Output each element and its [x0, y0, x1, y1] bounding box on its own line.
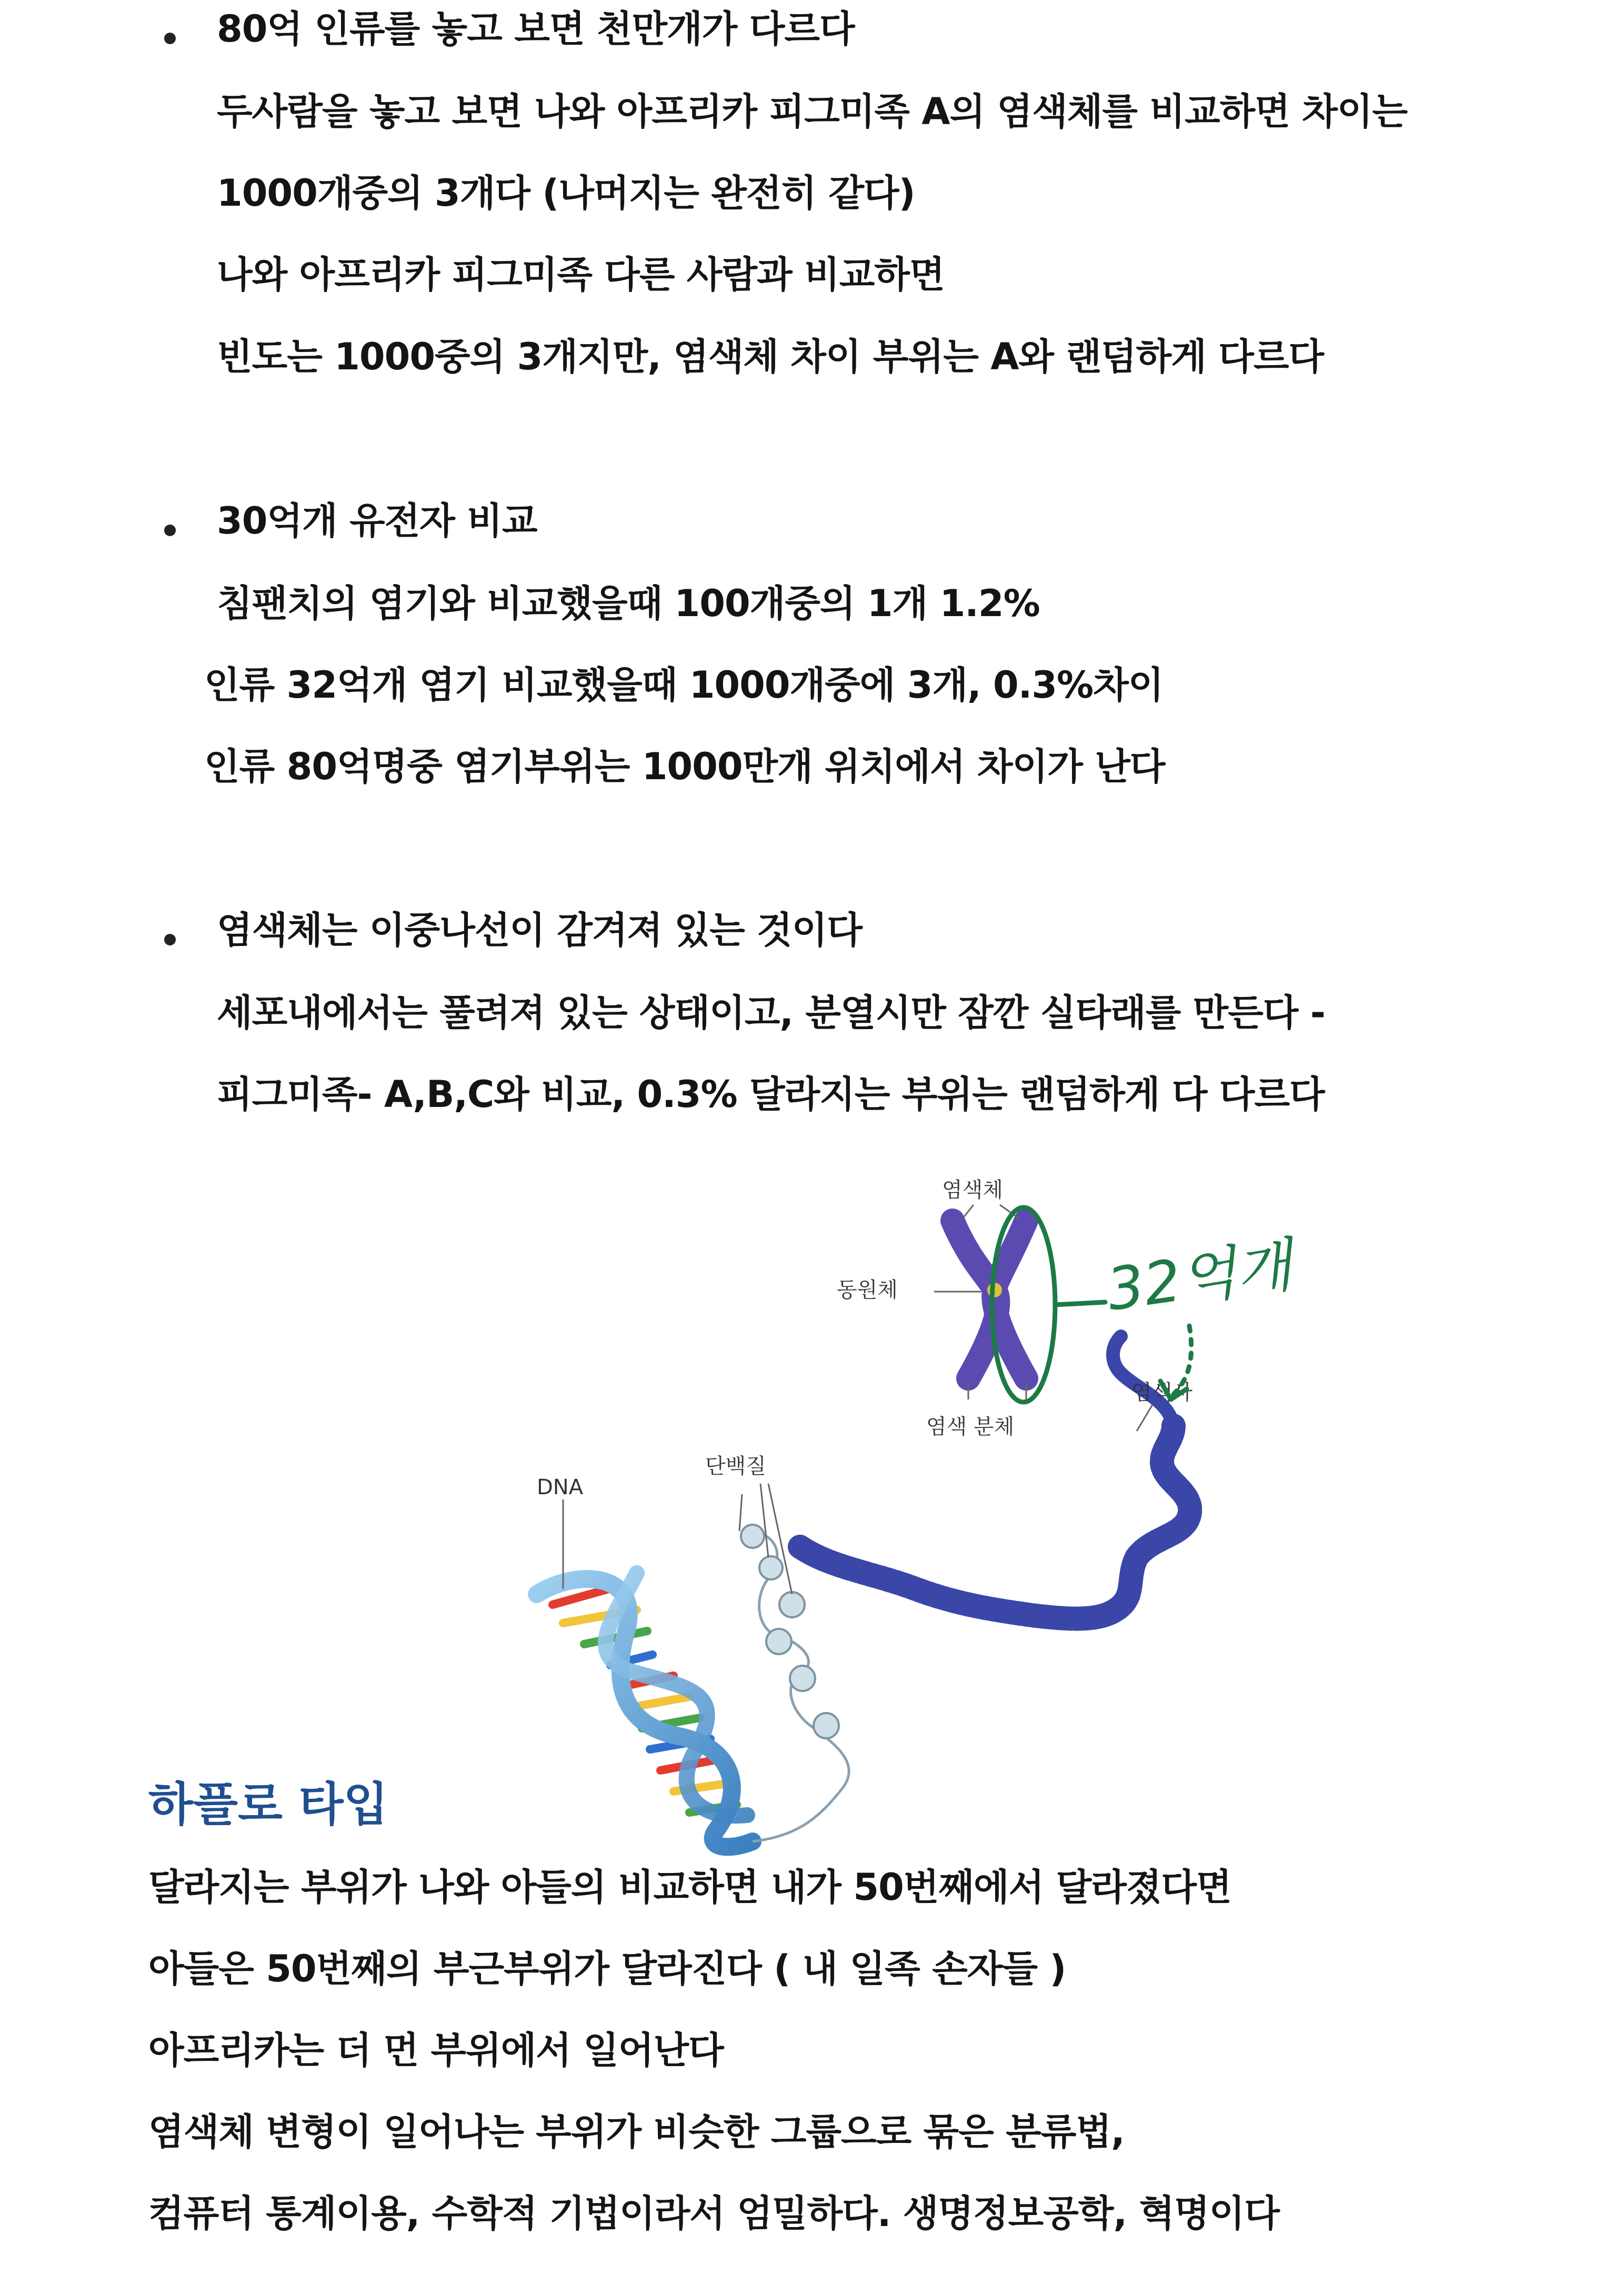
bullet-text: 30억개 유전자 비교 [217, 499, 537, 542]
bullet-dot-icon [164, 934, 176, 945]
annotation-line-icon [1055, 1302, 1105, 1305]
body-line: 피그미족- A,B,C와 비교, 0.3% 달라지는 부위는 랜덤하게 다 다르다 [217, 1073, 1325, 1116]
chromosome-icon [953, 1221, 1026, 1378]
body-line: 인류 80억명중 염기부위는 1000만개 위치에서 차이가 난다 [204, 745, 1165, 788]
dna-chromosome-figure [505, 1168, 1347, 1862]
bullet-dot-icon [164, 525, 176, 536]
body-line: 세포내에서는 풀려져 있는 상태이고, 분열시만 잠깐 실타래를 만든다 - [217, 991, 1325, 1034]
annotation-text: 32억개 [1102, 1231, 1296, 1324]
body-line: 아프리카는 더 먼 부위에서 일어난다 [148, 2029, 724, 2072]
body-line: 나와 아프리카 피그미족 다른 사람과 비교하면 [217, 253, 945, 296]
bullet-dot-icon [164, 33, 176, 44]
label-chromatin: 염색사 [1131, 1381, 1192, 1405]
label-chromosome: 염색체 [942, 1178, 1003, 1202]
bullet-text: 염색체는 이중나선이 감겨져 있는 것이다 [217, 909, 863, 952]
handwritten-annotation [992, 1207, 1301, 1402]
label-chromatid: 염색 분체 [926, 1415, 1015, 1439]
body-line: 침팬치의 염기와 비교했을때 100개중의 1개 1.2% [217, 582, 1040, 625]
body-line: 인류 32억개 염기 비교했을때 1000개중에 3개, 0.3%차이 [204, 663, 1164, 707]
dna-helix-icon [537, 1573, 753, 1847]
body-line: 아들은 50번째의 부근부위가 달라진다 ( 내 일족 손자들 ) [148, 1947, 1066, 1990]
dna-chromosome-diagram [505, 1168, 1347, 1862]
body-line: 1000개중의 3개다 (나머지는 완전히 같다) [217, 172, 915, 215]
body-line: 빈도는 1000중의 3개지만, 염색체 차이 부위는 A와 랜덤하게 다르다 [217, 335, 1324, 378]
body-line: 염색체 변형이 일어나는 부위가 비슷한 그룹으로 묶은 분류법, [148, 2110, 1125, 2153]
bullet-text: 80억 인류를 놓고 보면 천만개가 다르다 [217, 7, 855, 51]
label-centromere: 동원체 [837, 1278, 898, 1302]
body-line: 두사람을 놓고 보면 나와 아프리카 피그미족 A의 염색체를 비교하면 차이는 [217, 90, 1408, 133]
section-heading: 하플로 타입 [148, 1777, 388, 1831]
label-protein: 단백질 [705, 1454, 766, 1478]
body-line: 컴퓨터 통계이용, 수학적 기법이라서 엄밀하다. 생명정보공학, 혁명이다 [148, 2192, 1279, 2235]
label-dna: DNA [537, 1475, 584, 1499]
body-line: 달라지는 부위가 나와 아들의 비교하면 내가 50번째에서 달라졌다면 [148, 1866, 1231, 1909]
coiled-chromatin-fiber [800, 1426, 1190, 1619]
